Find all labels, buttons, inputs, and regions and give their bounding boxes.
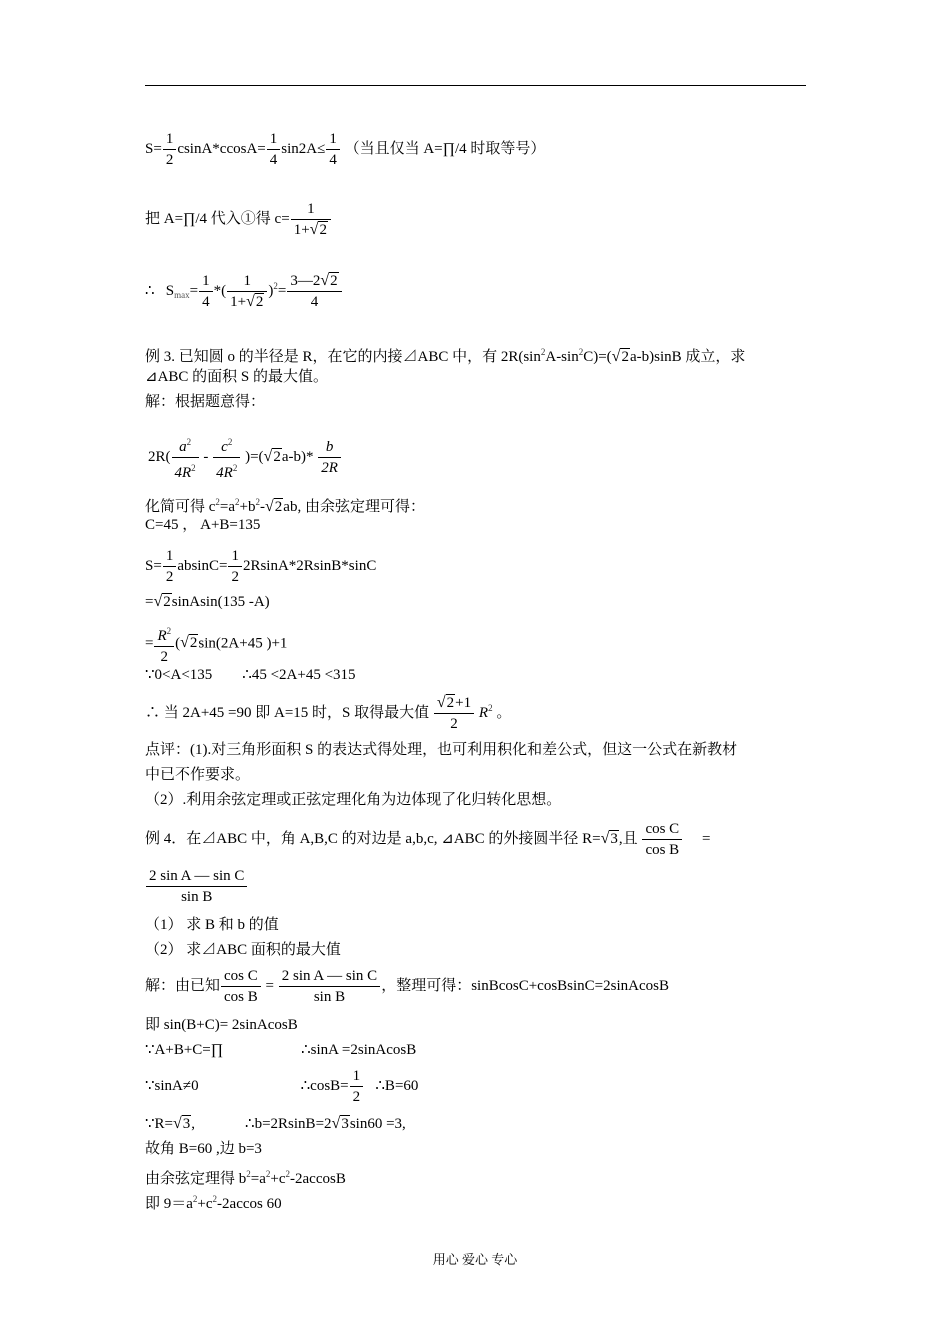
fraction: $\frac{1}{4}$ <box>199 271 213 312</box>
header-rule <box>145 85 806 86</box>
fraction: $\frac{1}{2}$ <box>228 546 242 587</box>
fraction: $\frac{a^2}{4R^2}$ <box>172 432 199 483</box>
sqrt: √2 <box>611 348 629 365</box>
text: = <box>277 282 287 299</box>
solution-4-line-2: 即 sin(B+C)= 2sinAcosB <box>145 1017 298 1033</box>
comment-line-2: 中已不作要求。 <box>145 767 251 783</box>
solution-4-line-5: ∵R=√3, ∴b=2RsinB=2√3sin60 =3, <box>145 1115 406 1132</box>
fraction: $\frac{R^2}{2}$ <box>154 621 174 667</box>
subscript: max <box>174 289 190 300</box>
question-2: （2） 求⊿ABC 面积的最大值 <box>145 942 341 958</box>
fraction: $\frac{1}{2}$ <box>163 546 177 587</box>
fraction-quarter: $\frac{1}{4}$ <box>267 129 281 170</box>
fraction: $\frac{c^2}{4R^2}$ <box>213 432 240 483</box>
therefore-symbol: ∴ <box>145 282 155 299</box>
solution-4-line-7: 由余弦定理得 $b^2=a^2+c^2-2accosB$ <box>145 1169 346 1187</box>
text: S= <box>145 140 162 157</box>
solution-4-line-4: ∵sinA≠0 ∴cosB= $\frac{1}{2}$ ∴B=60 <box>145 1068 419 1105</box>
equation-1: 2R( $\frac{a^2}{4R^2}$ - $\frac{c^2}{4R^2}$ )=(√2a-b)* $\frac{b}{2R}$ <box>148 432 342 483</box>
fraction: $\frac{\text{cos C}}{\text{cos B}}$ <box>221 966 261 1007</box>
r-squared-line: = $\frac{R^2}{2}$ (√2sin(2A+45 )+1 <box>145 621 287 667</box>
text: S <box>165 282 175 299</box>
text: 把 A=∏/4 代入①得 c= <box>145 210 290 227</box>
sqrt: √2 <box>309 221 327 238</box>
text: *( <box>213 282 227 299</box>
solution-label: 解：根据题意得： <box>145 394 266 410</box>
because-line: ∵0<A<135 ∴45 <2A+45 <315 <box>145 667 356 683</box>
superscript: 2 <box>273 280 278 291</box>
fraction: $\frac{\text{cos C}}{\text{cos B}}$ <box>642 819 682 860</box>
solution-4-line-1: 解：由已知 $\frac{\text{cos C}}{\text{cos B}}$ = $\frac{\text{2 sin A — sin C}}{\text{sin B}}$ ，整理可得：sinBcosC+cosBsinC=2sinAcosB <box>145 968 669 1005</box>
example-4-line-2 <box>145 866 248 907</box>
text: sin2A≤ <box>281 140 326 157</box>
simplify-line: 化简可得 $c^2=a^2+b^2-√2ab$, 由余弦定理可得： <box>145 497 425 515</box>
angle-line: C=45 ， A+B=135 <box>145 517 261 533</box>
example-3-line-2: ⊿ABC 的面积 S 的最大值。 <box>145 369 329 385</box>
fraction-quarter: $\frac{1}{4}$ <box>326 129 340 170</box>
solution-4-line-6: 故角 B=60 ,边 b=3 <box>145 1141 262 1157</box>
fraction: $\frac{b}{2R}$ <box>318 437 341 478</box>
conclusion-line: ∴ 当 2A+45 =90 即 A=15 时，S 取得最大值 $\frac{√2+1}{2}$ $R^2$ 。 <box>145 694 512 732</box>
comment-line-1: 点评：(1).对三角形面积 S 的表达式得处理，也可利用积化和差公式，但这一公式在新教材 <box>145 742 738 758</box>
text: ) <box>268 282 274 299</box>
fraction-result: $\frac{3—2√2}{4}$ <box>287 271 341 312</box>
fraction-c: $\frac{1}{1+√2}$ <box>291 199 331 240</box>
comment-line-3: （2）.利用余弦定理或正弦定理化角为边体现了化归转化思想。 <box>145 792 562 808</box>
area-formula-line <box>145 129 545 170</box>
s-expression-line: S= $\frac{1}{2}$ absinC= $\frac{1}{2}$ 2RsinA*2RsinB*sinC <box>145 548 377 585</box>
text: = <box>189 282 199 299</box>
substitute-line <box>145 199 332 240</box>
equals-line: =√2sinAsin(135 -A) <box>145 593 270 610</box>
max-area-line <box>145 271 343 312</box>
example-4-line-1: 例 4．在⊿ABC 中，角 A,B,C 的对边是 a,b,c, ⊿ABC 的外接圆半径 R=√3,且 $\frac{\text{cos C}}{\text{cos B}}$ = <box>145 821 711 858</box>
fraction: $\frac{\text{2 sin A — sin C}}{\text{sin B}}$ <box>146 866 247 907</box>
fraction: $\frac{√2+1}{2}$ <box>434 693 474 734</box>
fraction: $\frac{\text{2 sin A — sin C}}{\text{sin B}}$ <box>279 966 380 1007</box>
fraction: $\frac{1}{1+√2}$ <box>227 271 267 312</box>
text: csinA*ccosA= <box>177 140 266 157</box>
fraction-half: $\frac{1}{2}$ <box>163 129 177 170</box>
example-3-line-1: 例 3. 已知圆 o 的半径是 R，在它的内接⊿ABC 中，有 $2R(\sin^2A-\sin^2C)=(√2a-b)\sin B$ 成立，求 <box>145 347 746 365</box>
page-footer: 用心 爱心 专心 <box>432 1252 518 1267</box>
question-1: （1） 求 B 和 b 的值 <box>145 917 279 933</box>
solution-4-line-8: 即 $9=a^2+c^2-2accos$ 60 <box>145 1194 282 1212</box>
solution-4-line-3: ∵A+B+C=∏ ∴sinA =2sinAcosB <box>145 1042 417 1058</box>
fraction: $\frac{1}{2}$ <box>350 1066 364 1107</box>
equality-condition: （当且仅当 A=∏/4 时取等号） <box>344 140 546 157</box>
